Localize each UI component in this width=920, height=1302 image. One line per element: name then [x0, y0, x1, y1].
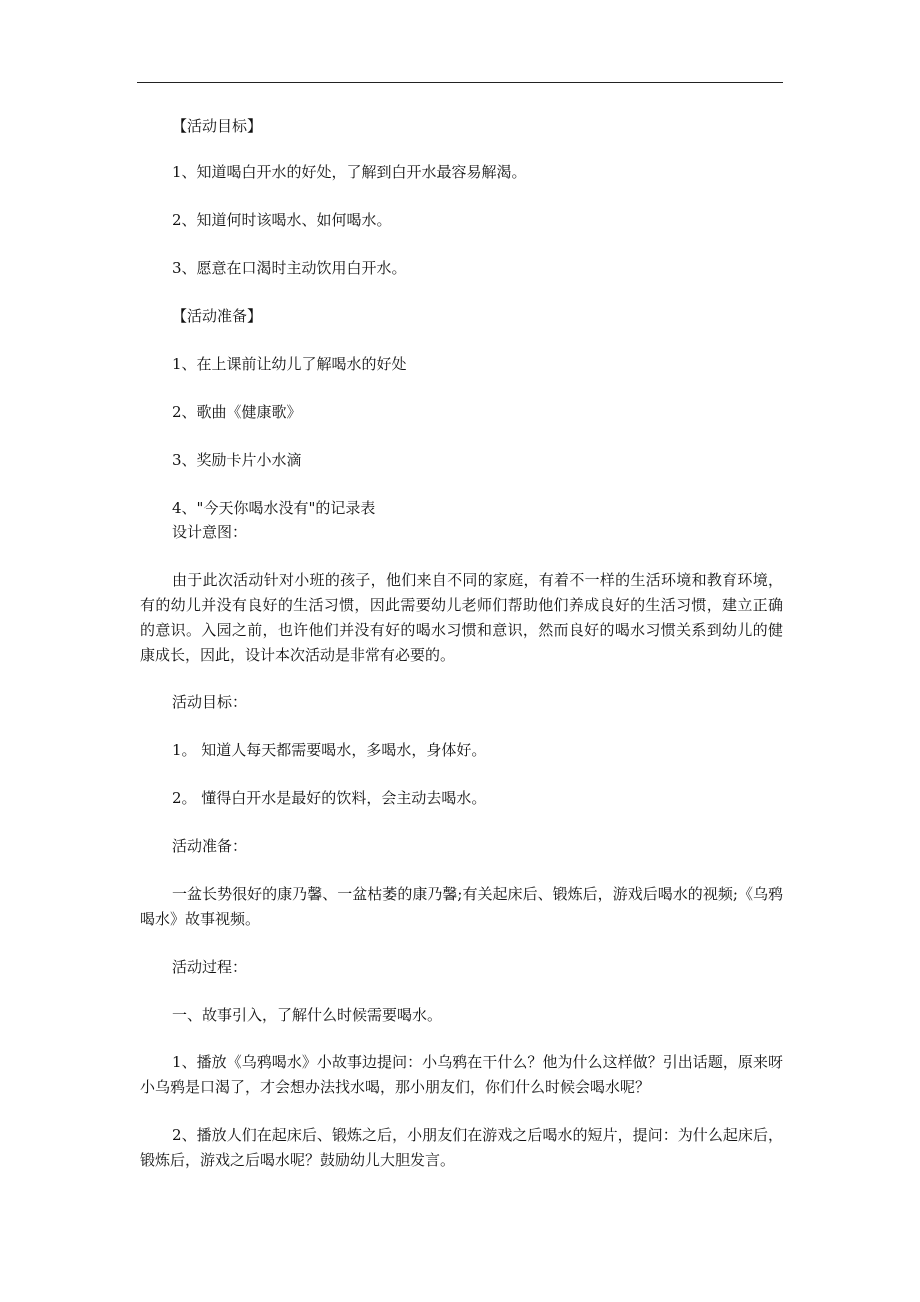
heading-activity-goals-2: 活动目标：: [172, 693, 248, 711]
heading-activity-prep-2: 活动准备：: [172, 837, 248, 855]
heading-activity-process: 活动过程：: [172, 958, 248, 976]
goal-item-3: 3、愿意在口渴时主动饮用白开水。: [172, 259, 407, 277]
process-step-1-2: 2、播放人们在起床后、锻炼之后，小朋友们在游戏之后喝水的短片，提问：为什么起床后，锻炼后，游戏之后喝水呢？鼓励幼儿大胆发言。: [140, 1126, 783, 1169]
process-step-1-1: 1、播放《乌鸦喝水》小故事边提问：小乌鸦在干什么？他为什么这样做？引出话题，原来呀小乌鸦是口渴了，才会想办法找水喝，那小朋友们，你们什么时候会喝水呢？: [140, 1053, 783, 1096]
heading-activity-goals: 【活动目标】: [172, 117, 263, 135]
process-step-1-heading: 一、故事引入，了解什么时候需要喝水。: [172, 1006, 443, 1024]
goal2-item-2: 2。 懂得白开水是最好的饮料，会主动去喝水。: [172, 789, 487, 807]
prep2-paragraph: 一盆长势很好的康乃馨、一盆枯萎的康乃馨;有关起床后、锻炼后，游戏后喝水的视频;《乌鸦喝水》故事视频。: [140, 885, 783, 928]
goal-item-2: 2、知道何时该喝水、如何喝水。: [172, 211, 392, 229]
goal-item-1: 1、知道喝白开水的好处，了解到白开水最容易解渴。: [172, 163, 527, 181]
heading-activity-prep: 【活动准备】: [172, 307, 263, 325]
prep-item-1: 1、在上课前让幼儿了解喝水的好处: [172, 355, 407, 373]
goal2-item-1: 1。 知道人每天都需要喝水，多喝水，身体好。: [172, 741, 487, 759]
prep-item-4: 4、"今天你喝水没有"的记录表: [172, 499, 376, 517]
prep-item-3: 3、奖励卡片小水滴: [172, 451, 302, 469]
prep-item-2: 2、歌曲《健康歌》: [172, 403, 302, 421]
design-intent-paragraph: 由于此次活动针对小班的孩子，他们来自不同的家庭，有着不一样的生活环境和教育环境，有的幼儿并没有良好的生活习惯，因此需要幼儿老师们帮助他们养成良好的生活习惯，建立正确的意识。入园之前，也许他们并没有好的喝水习惯和意识，然而良好的喝水习惯关系到幼儿的健康成长，因此，设计本次活动是非常有必要的。: [140, 571, 783, 664]
design-intent-heading: 设计意图：: [172, 523, 248, 541]
header-rule: [137, 82, 783, 83]
